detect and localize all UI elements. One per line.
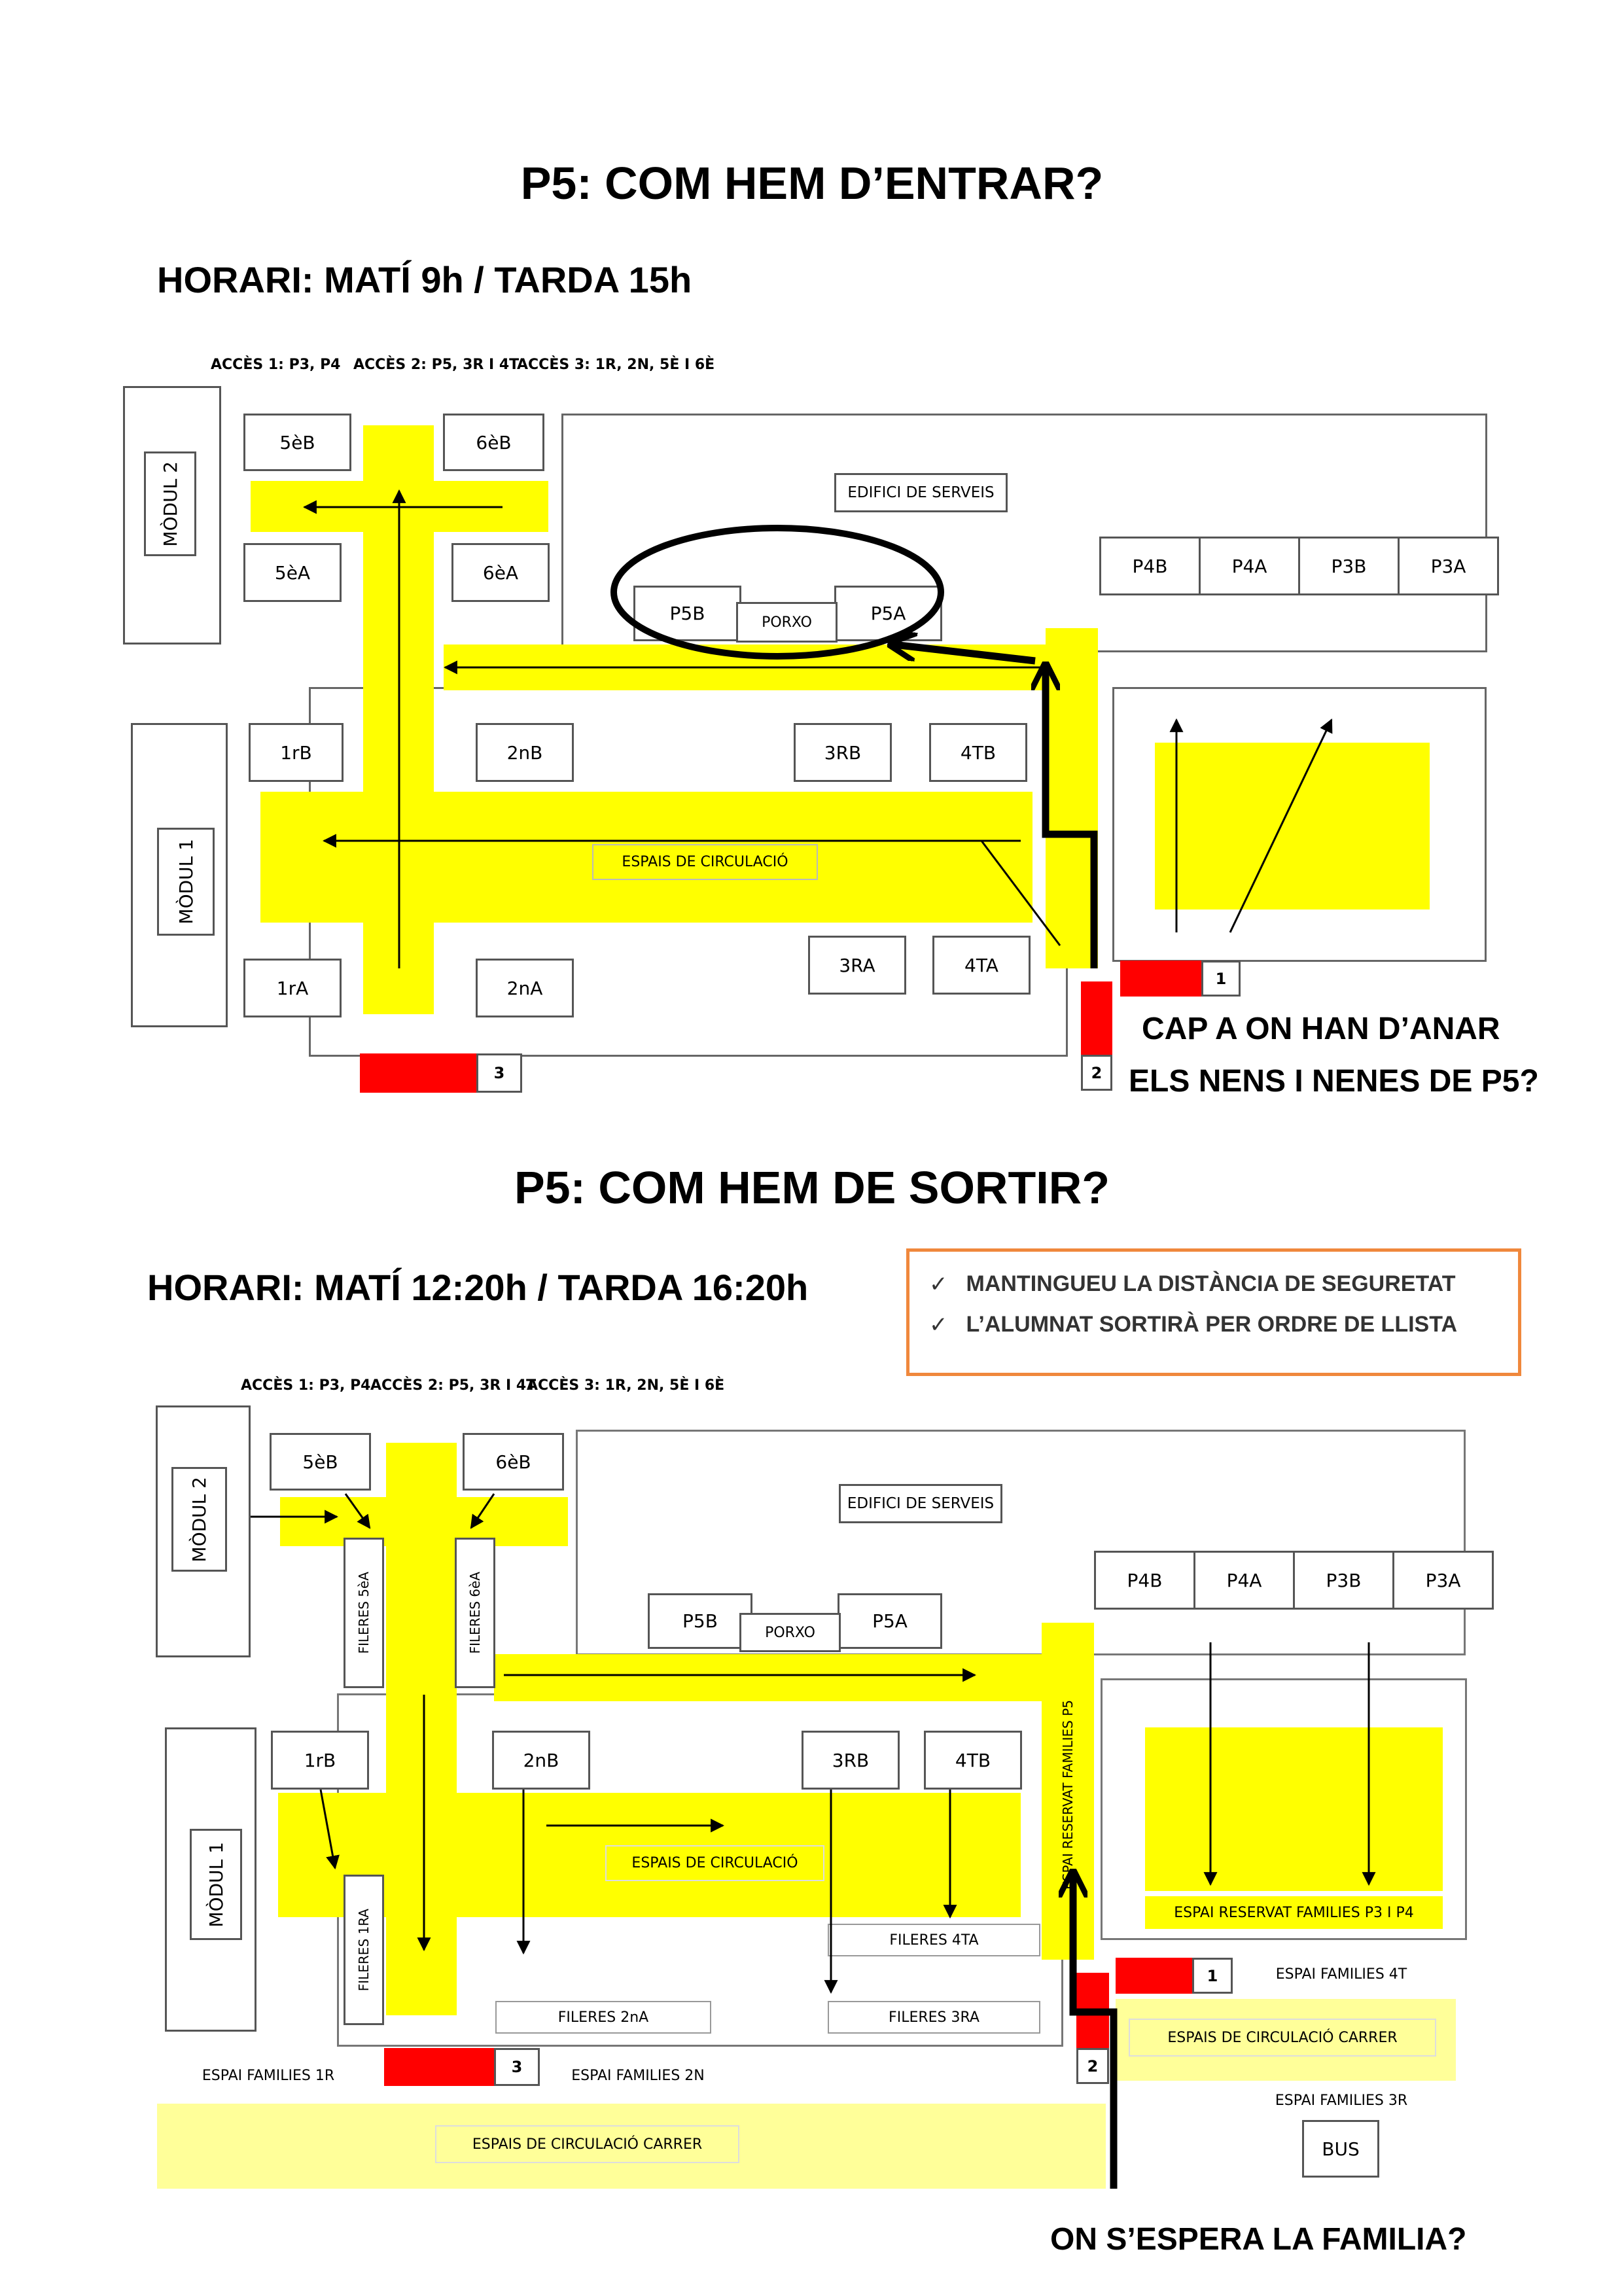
- safety-notes: [906, 1248, 1521, 1376]
- room-p3a: P3A: [1398, 537, 1499, 595]
- room-6eB: 6èB: [443, 414, 544, 471]
- gate-1-number: 1: [1192, 1958, 1233, 1994]
- fileres-6eA: FILERES 6èA: [455, 1538, 495, 1688]
- porxo-label: PORXO: [736, 602, 838, 643]
- circulation-porch: [494, 1654, 1063, 1701]
- exit-question: ON S’ESPERA LA FAMILIA?: [1050, 2222, 1467, 2257]
- access-1-label: ACCÈS 1: P3, P4: [211, 357, 341, 373]
- exit-title: P5: COM HEM DE SORTIR?: [514, 1162, 1110, 1213]
- modul-2-label-box: [144, 451, 196, 556]
- modul-2-label: MÒDUL 2: [188, 1476, 210, 1563]
- room-p5b: P5B: [633, 586, 741, 641]
- access-3-label: ACCÈS 3: 1R, 2N, 5È I 6È: [527, 1377, 725, 1394]
- room-4TB: 4TB: [929, 723, 1027, 782]
- room-p3b: P3B: [1293, 1551, 1394, 1610]
- note-distance: MANTINGUEU LA DISTÀNCIA DE SEGURETAT: [966, 1271, 1456, 1296]
- modul-2-label-box: [171, 1467, 227, 1572]
- fileres-2nA: FILERES 2nA: [495, 2001, 711, 2034]
- room-p3b: P3B: [1298, 537, 1400, 595]
- room-3RB: 3RB: [802, 1731, 900, 1790]
- gate-3: [360, 1053, 478, 1093]
- room-3RA: 3RA: [808, 936, 906, 995]
- access-2-label: ACCÈS 2: P5, 3R I 4T: [370, 1377, 537, 1394]
- espais-circulacio-label: ESPAIS DE CIRCULACIÓ: [592, 844, 818, 880]
- room-5eA: 5èA: [243, 543, 342, 602]
- room-p5b: P5B: [648, 1593, 752, 1649]
- gate-1: [1116, 1958, 1194, 1994]
- room-5eB: 5èB: [243, 414, 351, 471]
- families-4t-label: ESPAI FAMILIES 4T: [1275, 1966, 1407, 1983]
- modul-1-label: MÒDUL 1: [205, 1841, 227, 1928]
- exit-schedule: HORARI: MATÍ 12:20h / TARDA 16:20h: [147, 1267, 809, 1308]
- room-p4b: P4B: [1094, 1551, 1195, 1610]
- modul-1-label-box: [157, 828, 215, 936]
- edifici-serveis-label: EDIFICI DE SERVEIS: [834, 473, 1008, 512]
- edifici-serveis-label: EDIFICI DE SERVEIS: [839, 1484, 1002, 1523]
- room-p4a: P4A: [1199, 537, 1300, 595]
- p3p4-families-area: [1145, 1727, 1443, 1891]
- p3p4-yard: [1155, 743, 1430, 910]
- room-5eB: 5èB: [270, 1433, 371, 1491]
- fileres-1RA: FILERES 1RA: [344, 1875, 384, 2025]
- gate-3-number: 3: [494, 2048, 540, 2086]
- reserved-p5-label: ESPAI RESERVAT FAMILIES P5: [1060, 1699, 1076, 1890]
- circulation-vertical: [386, 1443, 457, 2015]
- room-1rB: 1rB: [271, 1731, 369, 1790]
- note-order: L’ALUMNAT SORTIRÀ PER ORDRE DE LLISTA: [966, 1312, 1458, 1337]
- room-6eB: 6èB: [463, 1433, 564, 1491]
- room-6eA: 6èA: [451, 543, 550, 602]
- gate-2-number: 2: [1076, 2048, 1109, 2084]
- reserved-p3p4-label: ESPAI RESERVAT FAMILIES P3 I P4: [1145, 1896, 1443, 1929]
- modul-2-label: MÒDUL 2: [159, 461, 181, 547]
- entry-question-line1: CAP A ON HAN D’ANAR: [1142, 1012, 1500, 1046]
- modul-1-label: MÒDUL 1: [175, 839, 197, 925]
- gate-3: [384, 2048, 495, 2086]
- check-icon: ✓: [929, 1313, 948, 1337]
- room-p5a: P5A: [834, 586, 942, 641]
- check-icon: ✓: [929, 1272, 948, 1297]
- entry-question-line2: ELS NENS I NENES DE P5?: [1129, 1064, 1539, 1099]
- fileres-4TA: FILERES 4TA: [828, 1924, 1040, 1956]
- espais-circulacio-label: ESPAIS DE CIRCULACIÓ: [605, 1845, 824, 1881]
- entry-schedule: HORARI: MATÍ 9h / TARDA 15h: [157, 259, 692, 300]
- street-circulation-bottom-label: ESPAIS DE CIRCULACIÓ CARRER: [435, 2125, 739, 2163]
- circulation-vertical: [363, 425, 434, 1014]
- entry-title: P5: COM HEM D’ENTRAR?: [520, 158, 1104, 209]
- street-circulation-right-label: ESPAIS DE CIRCULACIÓ CARRER: [1129, 2019, 1436, 2057]
- gate-2: [1076, 1973, 1109, 2048]
- families-3r-label: ESPAI FAMILIES 3R: [1275, 2093, 1408, 2109]
- room-2nB: 2nB: [476, 723, 574, 782]
- room-4TA: 4TA: [932, 936, 1031, 995]
- gate-1: [1120, 961, 1202, 997]
- modul-1-label-box: [190, 1829, 242, 1940]
- gate-2-number: 2: [1081, 1055, 1112, 1091]
- gate-3-number: 3: [476, 1053, 522, 1093]
- room-p5a: P5A: [838, 1593, 942, 1649]
- note-row-1: [929, 1271, 1498, 1298]
- room-p4a: P4A: [1193, 1551, 1295, 1610]
- room-4TB: 4TB: [924, 1731, 1022, 1790]
- room-p4b: P4B: [1099, 537, 1201, 595]
- fileres-3RA: FILERES 3RA: [828, 2001, 1040, 2034]
- room-1rA: 1rA: [243, 959, 342, 1017]
- access-3-label: ACCÈS 3: 1R, 2N, 5È I 6È: [517, 357, 715, 373]
- gate-1-number: 1: [1201, 961, 1241, 997]
- room-2nA: 2nA: [476, 959, 574, 1017]
- room-2nB: 2nB: [492, 1731, 590, 1790]
- fileres-5eA: FILERES 5èA: [344, 1538, 384, 1688]
- note-row-2: [929, 1312, 1498, 1338]
- room-p3a: P3A: [1392, 1551, 1494, 1610]
- room-1rB: 1rB: [249, 723, 344, 782]
- gate-2: [1081, 981, 1112, 1055]
- circulation-porch: [444, 645, 1049, 690]
- room-3RB: 3RB: [794, 723, 892, 782]
- families-2n-label: ESPAI FAMILIES 2N: [571, 2068, 705, 2084]
- circulation-gate2: [1046, 628, 1098, 968]
- families-1r-label: ESPAI FAMILIES 1R: [202, 2068, 335, 2084]
- bus-stop: BUS: [1302, 2120, 1379, 2178]
- access-1-label: ACCÈS 1: P3, P4: [241, 1377, 371, 1394]
- porxo-label: PORXO: [739, 1613, 841, 1652]
- access-2-label: ACCÈS 2: P5, 3R I 4T: [353, 357, 520, 373]
